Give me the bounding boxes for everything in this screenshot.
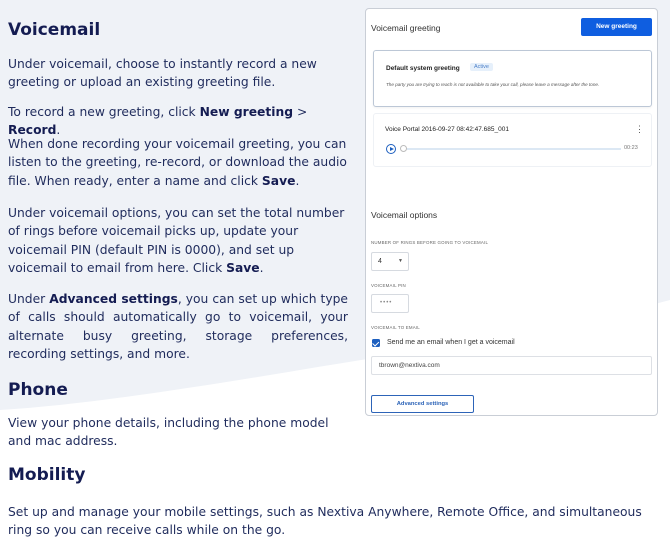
seek-handle[interactable] [400, 145, 407, 152]
pin-label: VOICEMAIL PIN [371, 283, 406, 288]
advanced-settings-ref: Advanced settings [49, 292, 178, 306]
new-greeting-ref: New greeting [199, 105, 294, 119]
email-value: tbrown@nextiva.com [379, 362, 440, 369]
after-recording-text: When done recording your voicemail greeting, you can listen to the greeting, re-record, or download the audio file. When ready, enter a name and click Save. [8, 137, 347, 188]
active-badge: Active [470, 63, 493, 71]
phone-heading: Phone [8, 380, 68, 400]
voicemail-settings-panel [365, 8, 658, 416]
rings-select[interactable] [371, 252, 409, 271]
save-ref: Save [261, 173, 296, 188]
default-greeting-card[interactable] [373, 50, 652, 107]
recording-item [373, 113, 652, 167]
voicemail-intro-text: Under voicemail, choose to instantly record a new greeting or upload an existing greeting file. [8, 57, 317, 90]
record-instructions-text: To record a new greeting, click New greeting > Record. [8, 105, 308, 138]
email-field[interactable] [371, 356, 652, 375]
phone-text: View your phone details, including the phone model and mac address. [8, 416, 329, 449]
pin-field[interactable] [371, 294, 409, 313]
record-ref: Record [8, 123, 57, 138]
more-options-icon[interactable]: ⋮ [635, 124, 644, 134]
email-checkbox[interactable] [372, 339, 380, 347]
email-label: VOICEMAIL TO EMAIL [371, 325, 420, 330]
chevron-down-icon: ▼ [398, 258, 403, 264]
voicemail-heading: Voicemail [8, 20, 101, 40]
voicemail-greeting-title: Voicemail greeting [371, 23, 441, 33]
rings-value: 4 [378, 258, 382, 265]
save-ref-2: Save [226, 260, 260, 275]
mobility-heading: Mobility [8, 465, 86, 485]
recording-duration: 00:23 [624, 145, 638, 151]
greeting-name: Default system greeting [386, 65, 460, 72]
mobility-text: Set up and manage your mobile settings, such as Nextiva Anywhere, Remote Office, and simultaneous ring so you can receive calls while on the go. [8, 505, 642, 538]
play-icon[interactable] [386, 144, 396, 154]
advanced-settings-button[interactable]: Advanced settings [371, 395, 474, 413]
greeting-description: The party you are trying to reach is not available to take your call, please leave a message after the tone. [386, 82, 600, 87]
pin-value: •••• [380, 300, 393, 306]
rings-label: NUMBER OF RINGS BEFORE GOING TO VOICEMAIL [371, 240, 489, 245]
voicemail-options-title: Voicemail options [371, 210, 438, 220]
advanced-settings-text: Under Advanced settings, you can set up which type of calls should automatically go to voicemail, your alternate busy greeting, storage preferences, recording settings, and more. [8, 292, 348, 361]
new-greeting-button[interactable]: New greeting [581, 18, 652, 36]
recording-name: Voice Portal 2016-09-27 08:42:47.685_001 [385, 126, 509, 133]
audio-progress-track[interactable] [407, 148, 621, 150]
voicemail-options-text: Under voicemail options, you can set the total number of rings before voicemail picks up, update your voicemail PIN (default PIN is 0000), and set up voicemail to email from here. Click Save. [8, 206, 345, 275]
email-checkbox-label: Send me an email when I get a voicemail [387, 339, 515, 346]
